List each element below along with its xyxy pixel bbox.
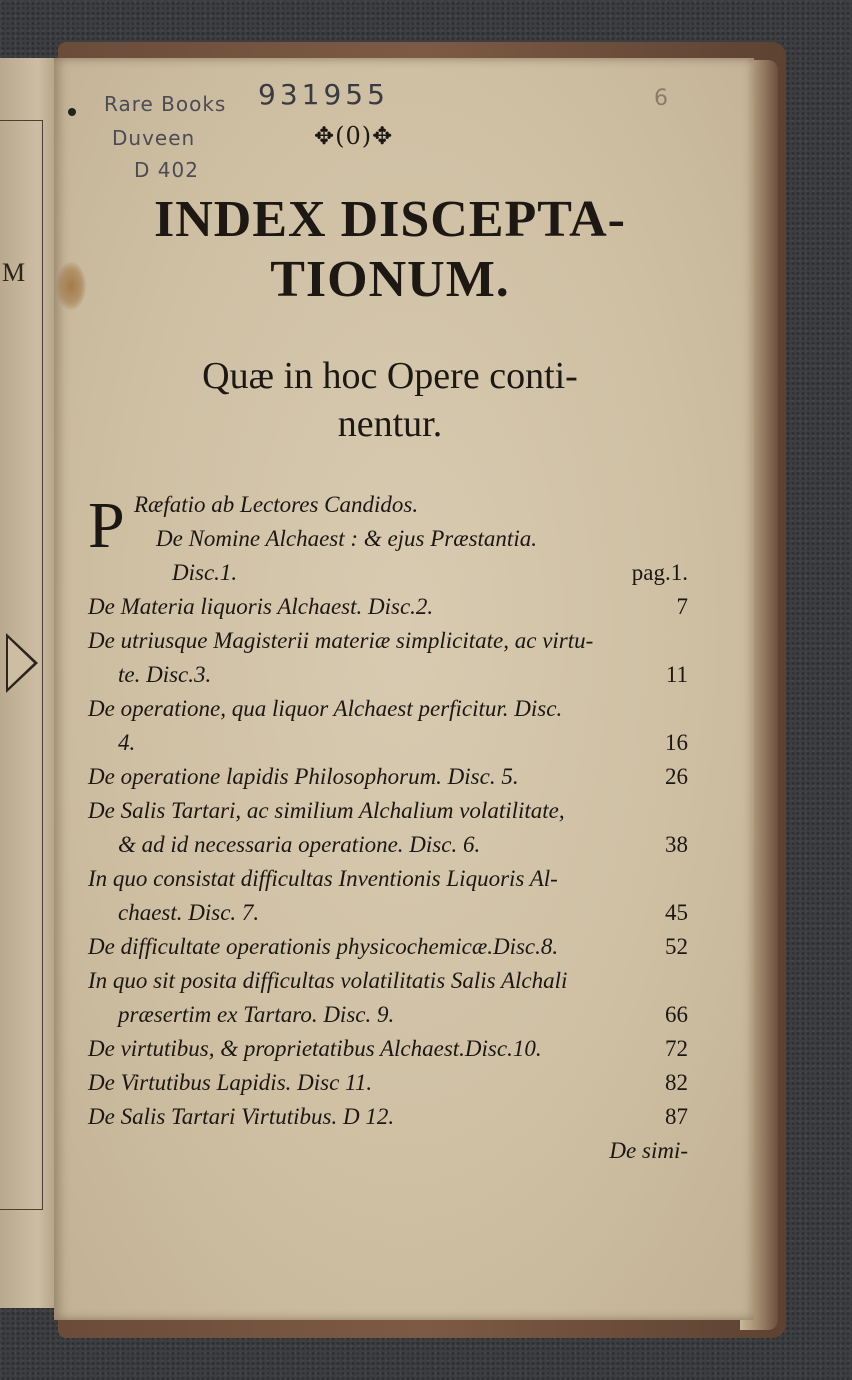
entry-text: De virtutibus, & proprietatibus Alchaest.Disc.10. <box>88 1036 542 1061</box>
entry-text: De Salis Tartari Virtutibus. D 12. <box>88 1104 395 1129</box>
entry-text: De Salis Tartari, ac similium Alchalium volatilitate, <box>88 798 565 823</box>
index-entry <box>118 828 688 862</box>
subtitle-line-1: Quæ in hoc Opere conti- <box>202 355 578 397</box>
entry-page: 87 <box>665 1104 688 1129</box>
pencil-note-line1: Rare Books <box>104 92 227 116</box>
printer-ornament: ✥(0)✥ <box>314 122 394 150</box>
index-entry <box>118 658 688 692</box>
entry-page: 16 <box>665 730 688 755</box>
pencil-note-line3: D 402 <box>134 158 199 182</box>
entry-page: 52 <box>665 934 688 959</box>
left-page-margin-letter: M <box>2 258 26 287</box>
entry-text: Disc.1. <box>172 560 238 585</box>
index-entry <box>118 896 688 930</box>
entry-text: In quo sit posita difficultas volatilitatis Salis Alchali <box>88 968 568 993</box>
index-entry <box>134 488 688 522</box>
entry-page: 26 <box>665 764 688 789</box>
entry-text: 4. <box>118 730 136 755</box>
entry-text: De difficultate operationis physicochemicæ.Disc.8. <box>88 934 559 959</box>
entry-page: 45 <box>665 900 688 925</box>
entry-text: te. Disc.3. <box>118 662 212 687</box>
page-title <box>90 190 690 310</box>
index-entry <box>88 590 688 624</box>
entry-text: De operatione lapidis Philosophorum. Disc. 5. <box>88 764 519 789</box>
entry-text: & ad id necessaria operatione. Disc. 6. <box>118 832 481 857</box>
entry-text: De Nomine Alchaest : & ejus Præstantia. <box>156 526 537 551</box>
page-subtitle <box>140 352 640 448</box>
index-entry <box>88 692 688 726</box>
index-entry <box>88 964 688 998</box>
index-entry <box>118 726 688 760</box>
index-entry <box>88 624 688 658</box>
subtitle-line-2: nentur. <box>337 403 443 445</box>
drop-capital: P <box>88 489 125 562</box>
page-stain <box>56 262 86 310</box>
entry-text: De Materia liquoris Alchaest. Disc.2. <box>88 594 434 619</box>
entry-page: pag.1. <box>631 560 688 585</box>
entry-page: 7 <box>676 594 688 619</box>
index-entry <box>88 760 688 794</box>
entry-text: præsertim ex Tartaro. Disc. 9. <box>118 1002 395 1027</box>
index-entry <box>172 556 688 590</box>
index-entry <box>88 862 688 896</box>
index-entry <box>156 522 688 556</box>
index-entry <box>88 794 688 828</box>
entry-page: 66 <box>665 1002 688 1027</box>
entry-page: 72 <box>665 1036 688 1061</box>
catchword-row <box>88 1134 688 1168</box>
index-entry <box>88 1032 688 1066</box>
title-line-1: INDEX DISCEPTA- <box>154 191 626 248</box>
entry-text: De utriusque Magisterii materiæ simplicitate, ac virtu- <box>88 628 594 653</box>
index-entry <box>88 930 688 964</box>
entry-page: 82 <box>665 1070 688 1095</box>
entry-text: chaest. Disc. 7. <box>118 900 260 925</box>
index-entry <box>118 998 688 1032</box>
title-line-2: TIONUM. <box>270 251 510 308</box>
entry-text: Ræfatio ab Lectores Candidos. <box>134 492 419 517</box>
corner-page-number: 6 <box>654 86 668 111</box>
shelfmark-number: 931955 <box>258 78 389 111</box>
index-entry <box>88 1066 688 1100</box>
entry-page: 11 <box>665 662 688 687</box>
pencil-note-line2: Duveen <box>112 126 196 150</box>
entry-text: De Virtutibus Lapidis. Disc 11. <box>88 1070 373 1095</box>
entry-text: De operatione, qua liquor Alchaest perficitur. Disc. <box>88 696 563 721</box>
entry-text: In quo consistat difficultas Inventionis Liquoris Al- <box>88 866 558 891</box>
ink-dot <box>68 108 76 116</box>
catchword: De simi- <box>609 1138 688 1163</box>
left-page-arrow-inner <box>8 638 34 688</box>
index-entry <box>88 1100 688 1134</box>
entry-page: 38 <box>665 832 688 857</box>
